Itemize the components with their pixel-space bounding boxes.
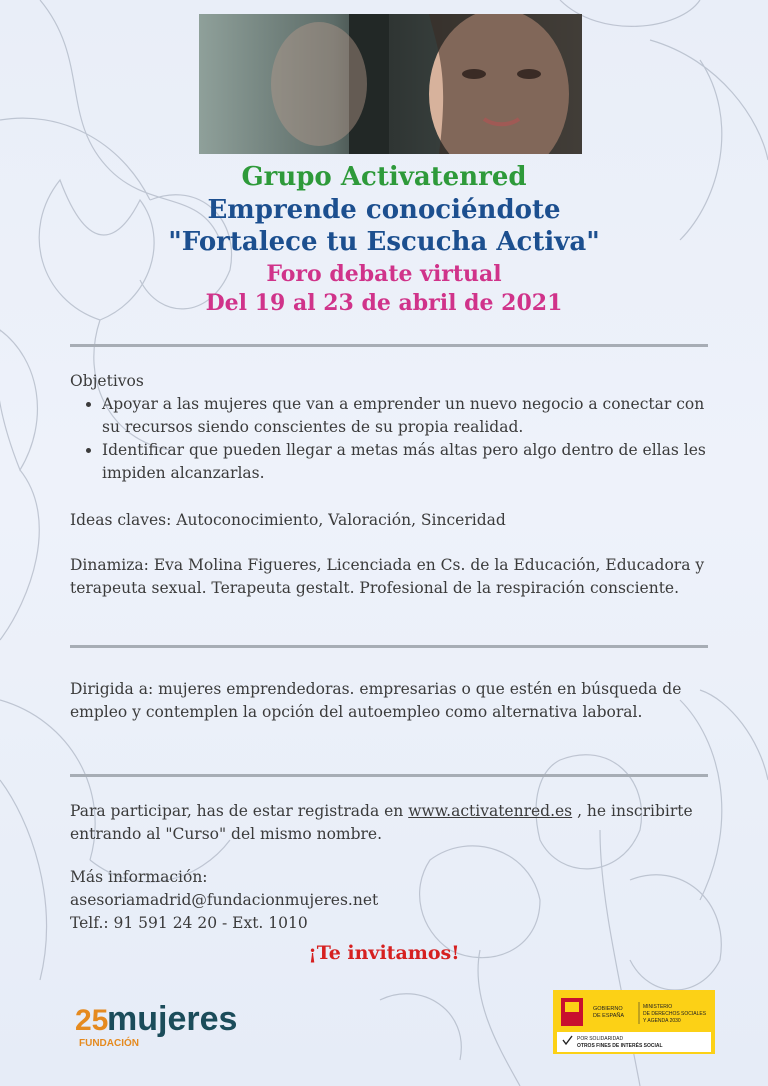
ministry-line2: DE DERECHOS SOCIALES xyxy=(643,1011,707,1017)
logo-number: 25 xyxy=(75,1004,109,1037)
list-item: • Apoyar a las mujeres que van a emprender un nuevo negocio a conectar con su recursos siendo conscientes de su propia realidad. xyxy=(102,393,710,439)
logo-sub: FUNDACIÓN xyxy=(79,1038,139,1048)
divider xyxy=(70,645,708,648)
event-dates: Del 19 al 23 de abril de 2021 xyxy=(205,290,563,316)
participation-text: Para participar, has de estar registrada en xyxy=(70,802,409,820)
main-title: Emprende conociéndote xyxy=(207,195,561,225)
objectives-section xyxy=(70,370,710,485)
fundacion-mujeres-logo xyxy=(75,996,285,1048)
ministry-line3: Y AGENDA 2030 xyxy=(643,1018,681,1024)
government-logo xyxy=(553,990,715,1054)
list-item: • Identificar que pueden llegar a metas más altas pero algo dentro de ellas les impiden alcanzarlas. xyxy=(102,439,710,485)
contact-section xyxy=(70,866,710,935)
event-type: Foro debate virtual xyxy=(266,261,502,287)
participation-section xyxy=(70,800,710,846)
dinamiza-section xyxy=(70,554,710,600)
participation-text-end: , he inscribirte entrando al "Curso" del mismo nombre. xyxy=(70,802,693,843)
objectives-list xyxy=(70,393,710,485)
logo-word: mujeres xyxy=(107,1000,238,1038)
dinamiza-text: Dinamiza: Eva Molina Figueres, Licenciada en Cs. de la Educación, Educadora y terapeuta sexual. Terapeuta gestalt. Profesional de la respiración consciente. xyxy=(70,556,705,597)
contact-email[interactable]: asesoriamadrid@fundacionmujeres.net xyxy=(70,891,379,909)
contact-heading: Más información: xyxy=(70,868,208,886)
group-title: Grupo Activatenred xyxy=(241,162,527,192)
ideas-text: Ideas claves: Autoconocimiento, Valoración, Sinceridad xyxy=(70,511,506,529)
subtitle: "Fortalece tu Escucha Activa" xyxy=(168,227,600,257)
header-photo xyxy=(199,14,582,154)
divider xyxy=(70,774,708,777)
divider xyxy=(70,344,708,347)
contact-phone: Telf.: 91 591 24 20 - Ext. 1010 xyxy=(70,914,308,932)
ministry-line1: MINISTERIO xyxy=(643,1004,673,1010)
title-block xyxy=(0,160,768,318)
audience-text: Dirigida a: mujeres emprendedoras. empresarias o que estén en búsqueda de empleo y contemplen la opción del autoempleo como alternativa laboral. xyxy=(70,680,682,721)
x-line1: POR SOLIDARIDAD xyxy=(577,1036,624,1042)
ideas-section xyxy=(70,509,710,532)
gov-line2: DE ESPAÑA xyxy=(593,1013,625,1019)
invitation-text: ¡Te invitamos! xyxy=(308,942,460,964)
gov-line1: GOBIERNO xyxy=(593,1006,623,1012)
audience-section xyxy=(70,678,710,724)
x-line2: OTROS FINES DE INTERÉS SOCIAL xyxy=(577,1043,663,1049)
objectives-heading: Objetivos xyxy=(70,372,144,390)
website-link[interactable]: www.activatenred.es xyxy=(408,802,573,820)
